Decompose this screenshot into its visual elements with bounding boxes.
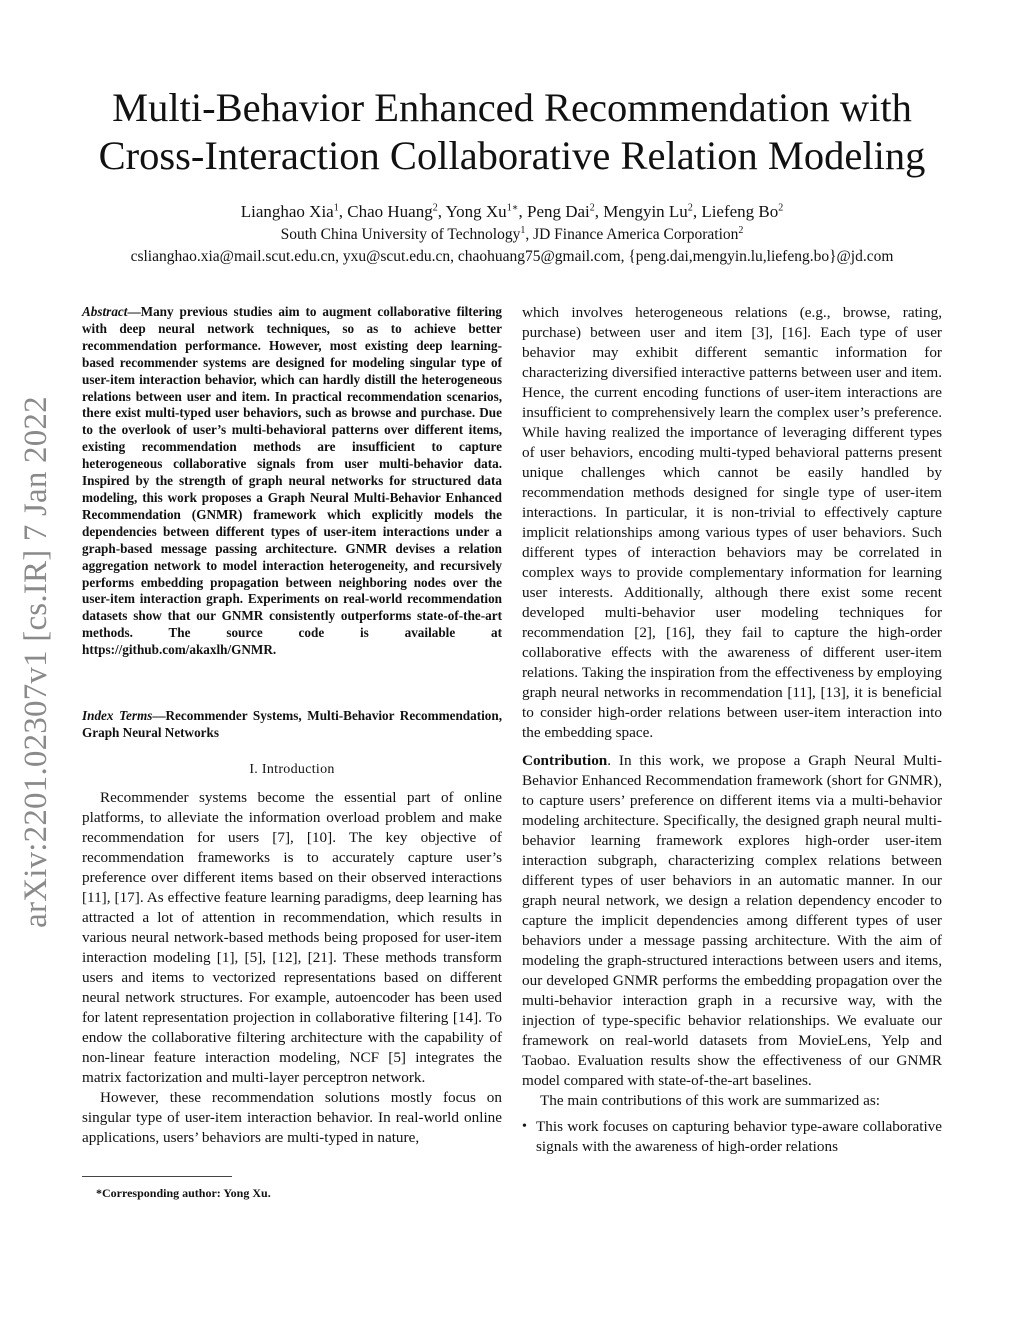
contribution-bullet-text: This work focuses on capturing behavior type-aware collaborative signals with the awareness of high-order relations bbox=[536, 1118, 942, 1155]
author-list: Lianghao Xia$^1$, Chao Huang$^2$, Yong $Xu^{1∗}$, Peng Dai$^2$, Mengyin Lu$^2$, Liefeng Bo$^2$ bbox=[240, 202, 784, 221]
intro-paragraph-2: However, these recommendation solutions mostly focus on singular type of user-item interaction behavior. In real-world online applications, users’ behaviors are multi-typed in nature, bbox=[82, 1089, 502, 1146]
index-terms-text: —Recommender Systems, Multi-Behavior Recommendation, Graph Neural Networks bbox=[82, 708, 502, 740]
paper-title bbox=[60, 84, 964, 180]
author-affil-mark: 1∗ bbox=[506, 202, 519, 214]
affiliation-1: South China University of Technology bbox=[280, 226, 521, 243]
affiliation-2: JD Finance America Corporation bbox=[533, 226, 739, 243]
title-line-1: Multi-Behavior Enhanced Recommendation with bbox=[112, 85, 912, 130]
footnote-divider bbox=[82, 1176, 232, 1177]
right-paragraph-1: which involves heterogeneous relations (e.g., browse, rating, purchase) between user and item [3], [16]. Each type of user behavior may exhibit different semantic information for characterizing diversified interactive patterns between user and item. Hence, the current encoding functions of user-item interactions are insufficient to comprehensively learn the complex user’s preference. While having realized the importance of leveraging different types of user behaviors, encoding multi-typed behavioral patterns present unique challenges which cannot be easily handled by recommendation methods designed for single type of user-item interactions. In particular, it is non-trivial to effectively capture implicit relationships among various types of user behaviors. Such different types of interaction behaviors may be correlated in complex ways to provide complementary information for learning user interests. Additionally, although there exist some recent developed multi-behavior user modeling techniques for recommendation [2], [16], they fail to capture the high-order collaborative effects with the awareness of different user-item relations. Taking the inspiration from the effectiveness by employing graph neural networks in recommendation [11], [13], it is beneficial to consider high-order relations between user-item interaction into the embedding space. bbox=[522, 304, 942, 741]
abstract-text: —Many previous studies aim to augment collaborative filtering with deep neural network techniques, so as to achieve better recommendation performance. However, most existing deep learning-based recommender systems are designed for modeling singular type of user-item interaction behavior, which can hardly distill the heterogeneous relations between user and item. In practical recommendation scenarios, there exist multi-typed user behaviors, such as browse and purchase. Due to the overlook of user’s multi-behavioral patterns over different items, existing recommendation methods are insufficient to capture heterogeneous collaborative signals from user multi-behavior data. Inspired by the strength of graph neural networks for structured data modeling, this work proposes a Graph Neural Multi-Behavior Enhanced Recommendation (GNMR) framework which explicitly models the dependencies between different types of user-item interactions under a graph-based message passing architecture. GNMR devises a relation aggregation network to model interaction heterogeneity, and recursively performs embedding propagation between neighboring nodes over the user-item interaction graph. Experiments on real-world recommendation datasets show that our GNMR consistently outperforms state-of-the-art methods. The source code is available at https://github.com/akaxlh/GNMR. bbox=[82, 304, 502, 658]
contribution-text: . In this work, we propose a Graph Neural Multi-Behavior Enhanced Recommendation framework (short for GNMR), to capture users’ preference on different items via a multi-behavior modeling architecture. Specifically, the designed graph neural multi-behavior learning framework explores high-order user-item interaction subgraph, characterizing complex relations between different types of user behaviors in an automatic manner. In our graph neural network, we design a relation dependency encoder to capture the implicit dependencies among different types of user behaviors under a message passing architecture. With the aim of modeling the graph-structured interactions between users and items, our developed GNMR performs the embedding propagation over the multi-behavior interaction graph in a recursive way, with the injection of type-specific behavior relationships. We evaluate our framework on real-world datasets from MovieLens, Yelp and Taobao. Evaluation results show the effectiveness of our GNMR model compared with state-of-the-art baselines. bbox=[522, 752, 942, 1089]
title-line-2: Cross-Interaction Collaborative Relation Modeling bbox=[98, 133, 926, 178]
index-terms bbox=[82, 708, 502, 742]
contribution-label: Contribution bbox=[522, 752, 608, 769]
bullet-dot-icon: • bbox=[522, 1119, 527, 1134]
author-affil-mark: 2 bbox=[432, 202, 438, 214]
contribution-bullet bbox=[522, 1117, 942, 1157]
introduction-body bbox=[82, 788, 502, 1148]
index-terms-label: Index Terms bbox=[82, 708, 153, 723]
author-name: Yong Xu bbox=[445, 202, 507, 221]
author-affil-mark: 1 bbox=[333, 202, 339, 214]
author-emails: cslianghao.xia@mail.scut.edu.cn, yxu@scut.edu.cn, chaohuang75@gmail.com, {peng.dai,mengyin.lu,liefeng.bo}@jd.com bbox=[130, 248, 894, 265]
right-column-body bbox=[522, 303, 942, 1157]
affil-mark: 1 bbox=[520, 224, 526, 236]
intro-paragraph-1: Recommender systems become the essential part of online platforms, to alleviate the information overload problem and make recommendation for users [7], [10]. The key objective of recommendation frameworks is to accurately capture user’s preference over different items based on their observed interactions [11], [17]. As effective feature learning paradigms, deep learning has attracted a lot of attention in recommendation, which results in various neural network-based methods being proposed for user-item interaction modeling [1], [5], [12], [21]. These methods transform users and items to vectorized representations based on different neural network structures. For example, autoencoder has been used for latent representation projection in collaborative filtering [14]. To endow the collaborative filtering architecture with the capability of non-linear feature interaction modeling, NCF [5] integrates the matrix factorization and multi-layer perceptron network. bbox=[82, 789, 502, 1086]
author-name: Mengyin Lu bbox=[603, 202, 688, 221]
contribution-paragraph bbox=[522, 751, 942, 1091]
footnote-corresponding-author: *Corresponding author: Yong Xu. bbox=[96, 1186, 271, 1200]
author-name: Lianghao Xia bbox=[240, 202, 334, 221]
author-affil-mark: 2 bbox=[687, 202, 693, 214]
abstract-label: Abstract bbox=[82, 304, 128, 319]
affil-mark: 2 bbox=[738, 224, 744, 236]
arxiv-side-stamp: arXiv:2201.02307v1 [cs.IR] 7 Jan 2022 bbox=[18, 396, 54, 928]
abstract bbox=[82, 304, 502, 659]
author-name: Chao Huang bbox=[347, 202, 433, 221]
author-name: Peng Dai bbox=[526, 202, 590, 221]
right-paragraph-3: The main contributions of this work are summarized as: bbox=[540, 1092, 880, 1109]
section-heading-introduction: I. Introduction bbox=[249, 762, 335, 777]
affiliations: South China University of Technology$^1$, JD Finance America Corporation$^2$ bbox=[280, 224, 744, 243]
author-affil-mark: 2 bbox=[589, 202, 595, 214]
author-name: Liefeng Bo bbox=[701, 202, 779, 221]
author-affil-mark: 2 bbox=[778, 202, 784, 214]
